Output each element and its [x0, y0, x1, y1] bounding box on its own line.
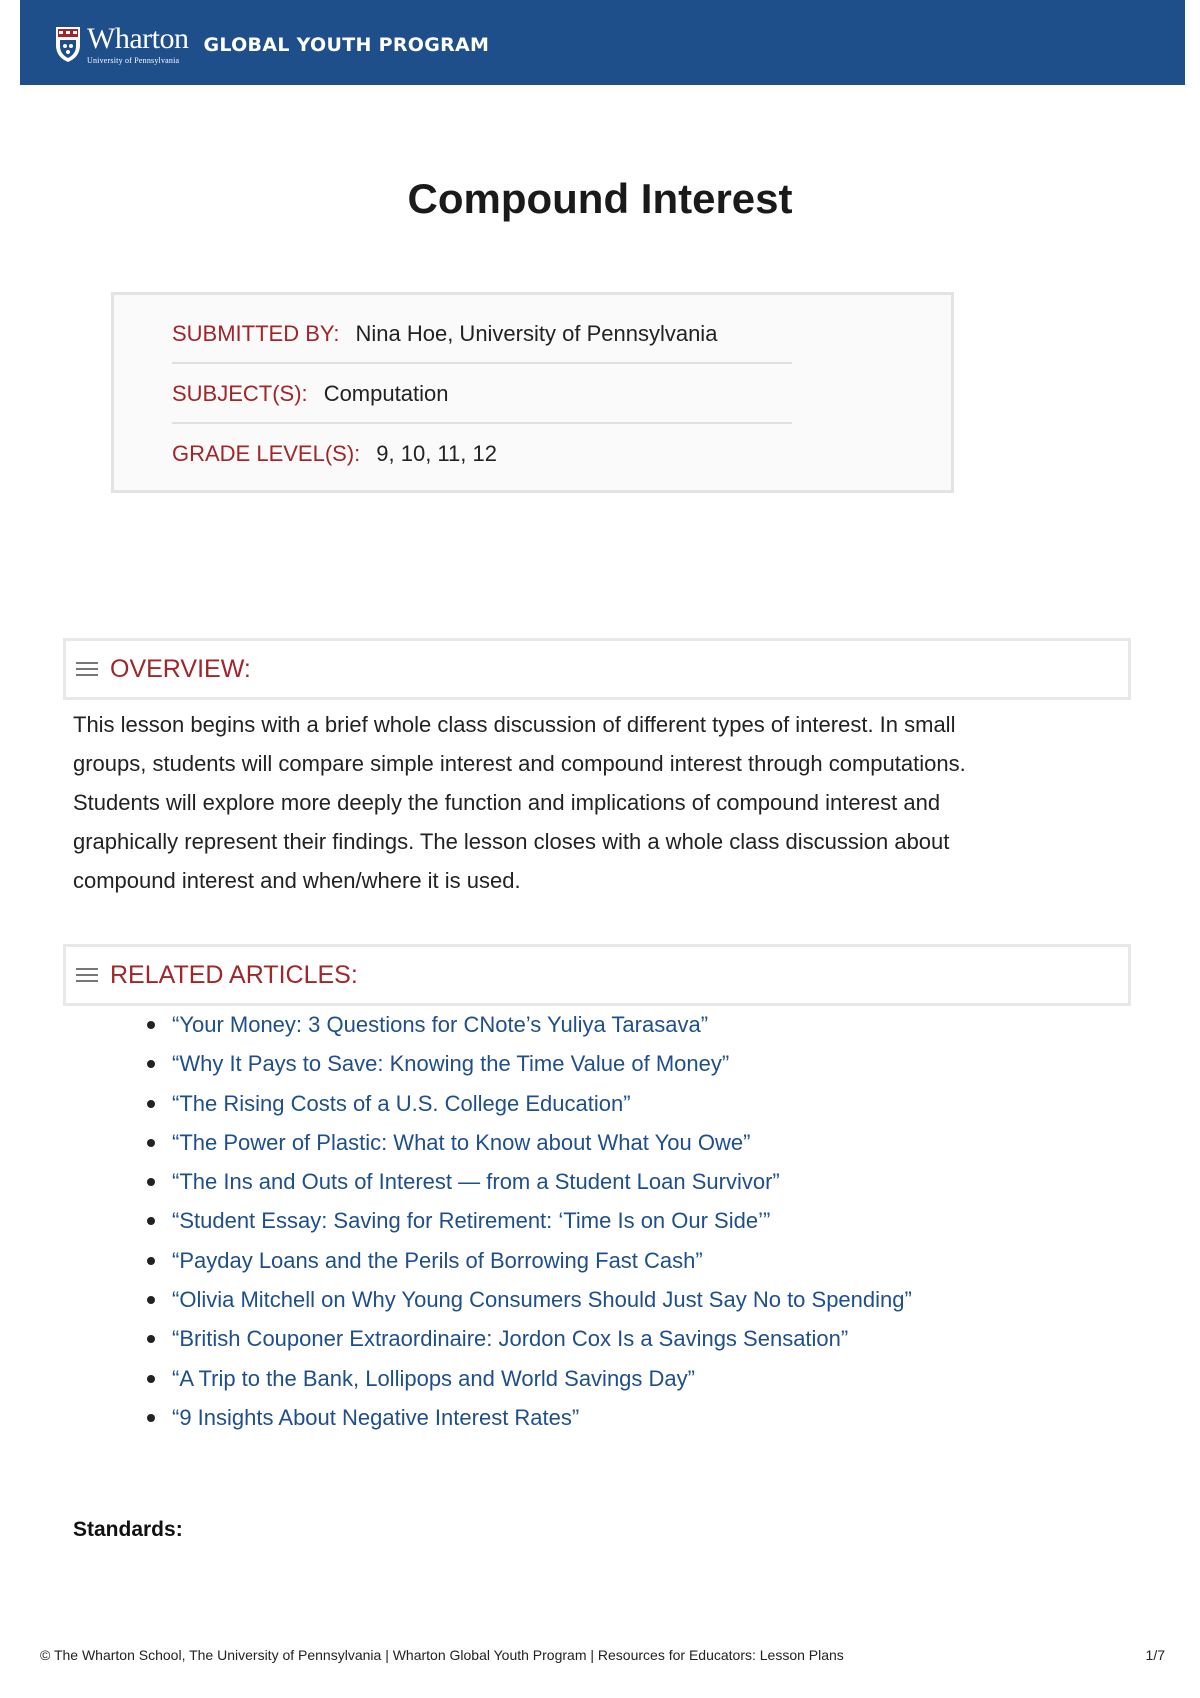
submitted-by-value: Nina Hoe, University of Pennsylvania [355, 321, 718, 346]
grades-value: 9, 10, 11, 12 [376, 441, 497, 466]
overview-line: graphically represent their findings. The lesson closes with a whole class discussion about [73, 829, 950, 854]
related-articles-header[interactable] [63, 944, 1131, 1006]
list-item [140, 1162, 912, 1201]
related-articles-heading: RELATED ARTICLES: [110, 960, 358, 989]
article-link[interactable]: “Your Money: 3 Questions for CNote’s Yuliya Tarasava” [172, 1012, 709, 1037]
site-header [20, 0, 1185, 85]
wharton-logo[interactable] [55, 14, 489, 74]
article-link[interactable]: “Olivia Mitchell on Why Young Consumers Should Just Say No to Spending” [172, 1287, 912, 1313]
meta-divider [172, 422, 792, 424]
standards-heading: Standards: [73, 1518, 183, 1541]
overview-line: This lesson begins with a brief whole class discussion of different types of interest. In small [73, 712, 956, 737]
list-item [140, 1123, 912, 1162]
meta-divider [172, 362, 792, 364]
article-link[interactable]: “A Trip to the Bank, Lollipops and World Savings Day” [172, 1365, 695, 1391]
subjects-value: Computation [323, 381, 449, 406]
menu-icon [76, 660, 98, 678]
submitted-by-row [172, 321, 792, 347]
menu-icon [76, 966, 98, 984]
grades-row [172, 441, 792, 467]
penn-shield-icon [55, 25, 81, 63]
article-link[interactable]: “The Rising Costs of a U.S. College Education” [172, 1090, 631, 1116]
page-title: Compound Interest [407, 175, 793, 222]
brand-subtitle: University of Pennsylvania [87, 55, 180, 65]
list-item [140, 1005, 912, 1044]
list-item [140, 1241, 912, 1280]
list-item [140, 1359, 912, 1398]
grades-label: GRADE LEVEL(S): [172, 441, 361, 466]
list-item [140, 1044, 912, 1083]
overview-text [73, 705, 1123, 900]
list-item [140, 1084, 912, 1123]
overview-heading: OVERVIEW: [110, 654, 251, 683]
overview-header[interactable] [63, 638, 1131, 700]
article-link[interactable]: “9 Insights About Negative Interest Rates” [172, 1404, 580, 1430]
article-link[interactable]: “The Ins and Outs of Interest — from a Student Loan Survivor” [172, 1169, 780, 1195]
page-footer [40, 1647, 1165, 1663]
article-link[interactable]: “Why It Pays to Save: Knowing the Time Value of Money” [172, 1051, 730, 1077]
overview-line: groups, students will compare simple interest and compound interest through computations. [73, 751, 966, 776]
list-item [140, 1201, 912, 1240]
overview-line: compound interest and when/where it is used. [73, 868, 521, 893]
list-item [140, 1280, 912, 1319]
page-number: 1/7 [1145, 1647, 1165, 1663]
article-link[interactable]: “Student Essay: Saving for Retirement: ‘Time Is on Our Side’” [172, 1208, 771, 1234]
submitted-by-label: SUBMITTED BY: [172, 321, 340, 346]
lesson-meta-box [111, 292, 954, 493]
subjects-label: SUBJECT(S): [172, 381, 308, 406]
article-link[interactable]: “Payday Loans and the Perils of Borrowing Fast Cash” [172, 1247, 703, 1273]
article-link[interactable]: “British Couponer Extraordinaire: Jordon Cox Is a Savings Sensation” [172, 1326, 849, 1352]
footer-text: © The Wharton School, The University of Pennsylvania | Wharton Global Youth Program | Resources for Educators: Lesson Plans [40, 1647, 844, 1663]
subjects-row [172, 381, 792, 407]
related-articles-list [140, 1005, 912, 1437]
overview-line: Students will explore more deeply the function and implications of compound interest and [73, 790, 941, 815]
article-link[interactable]: “The Power of Plastic: What to Know about What You Owe” [172, 1129, 751, 1155]
brand-name: Wharton [87, 21, 189, 55]
list-item [140, 1319, 912, 1358]
program-name: GLOBAL YOUTH PROGRAM [203, 34, 490, 56]
list-item [140, 1398, 912, 1437]
